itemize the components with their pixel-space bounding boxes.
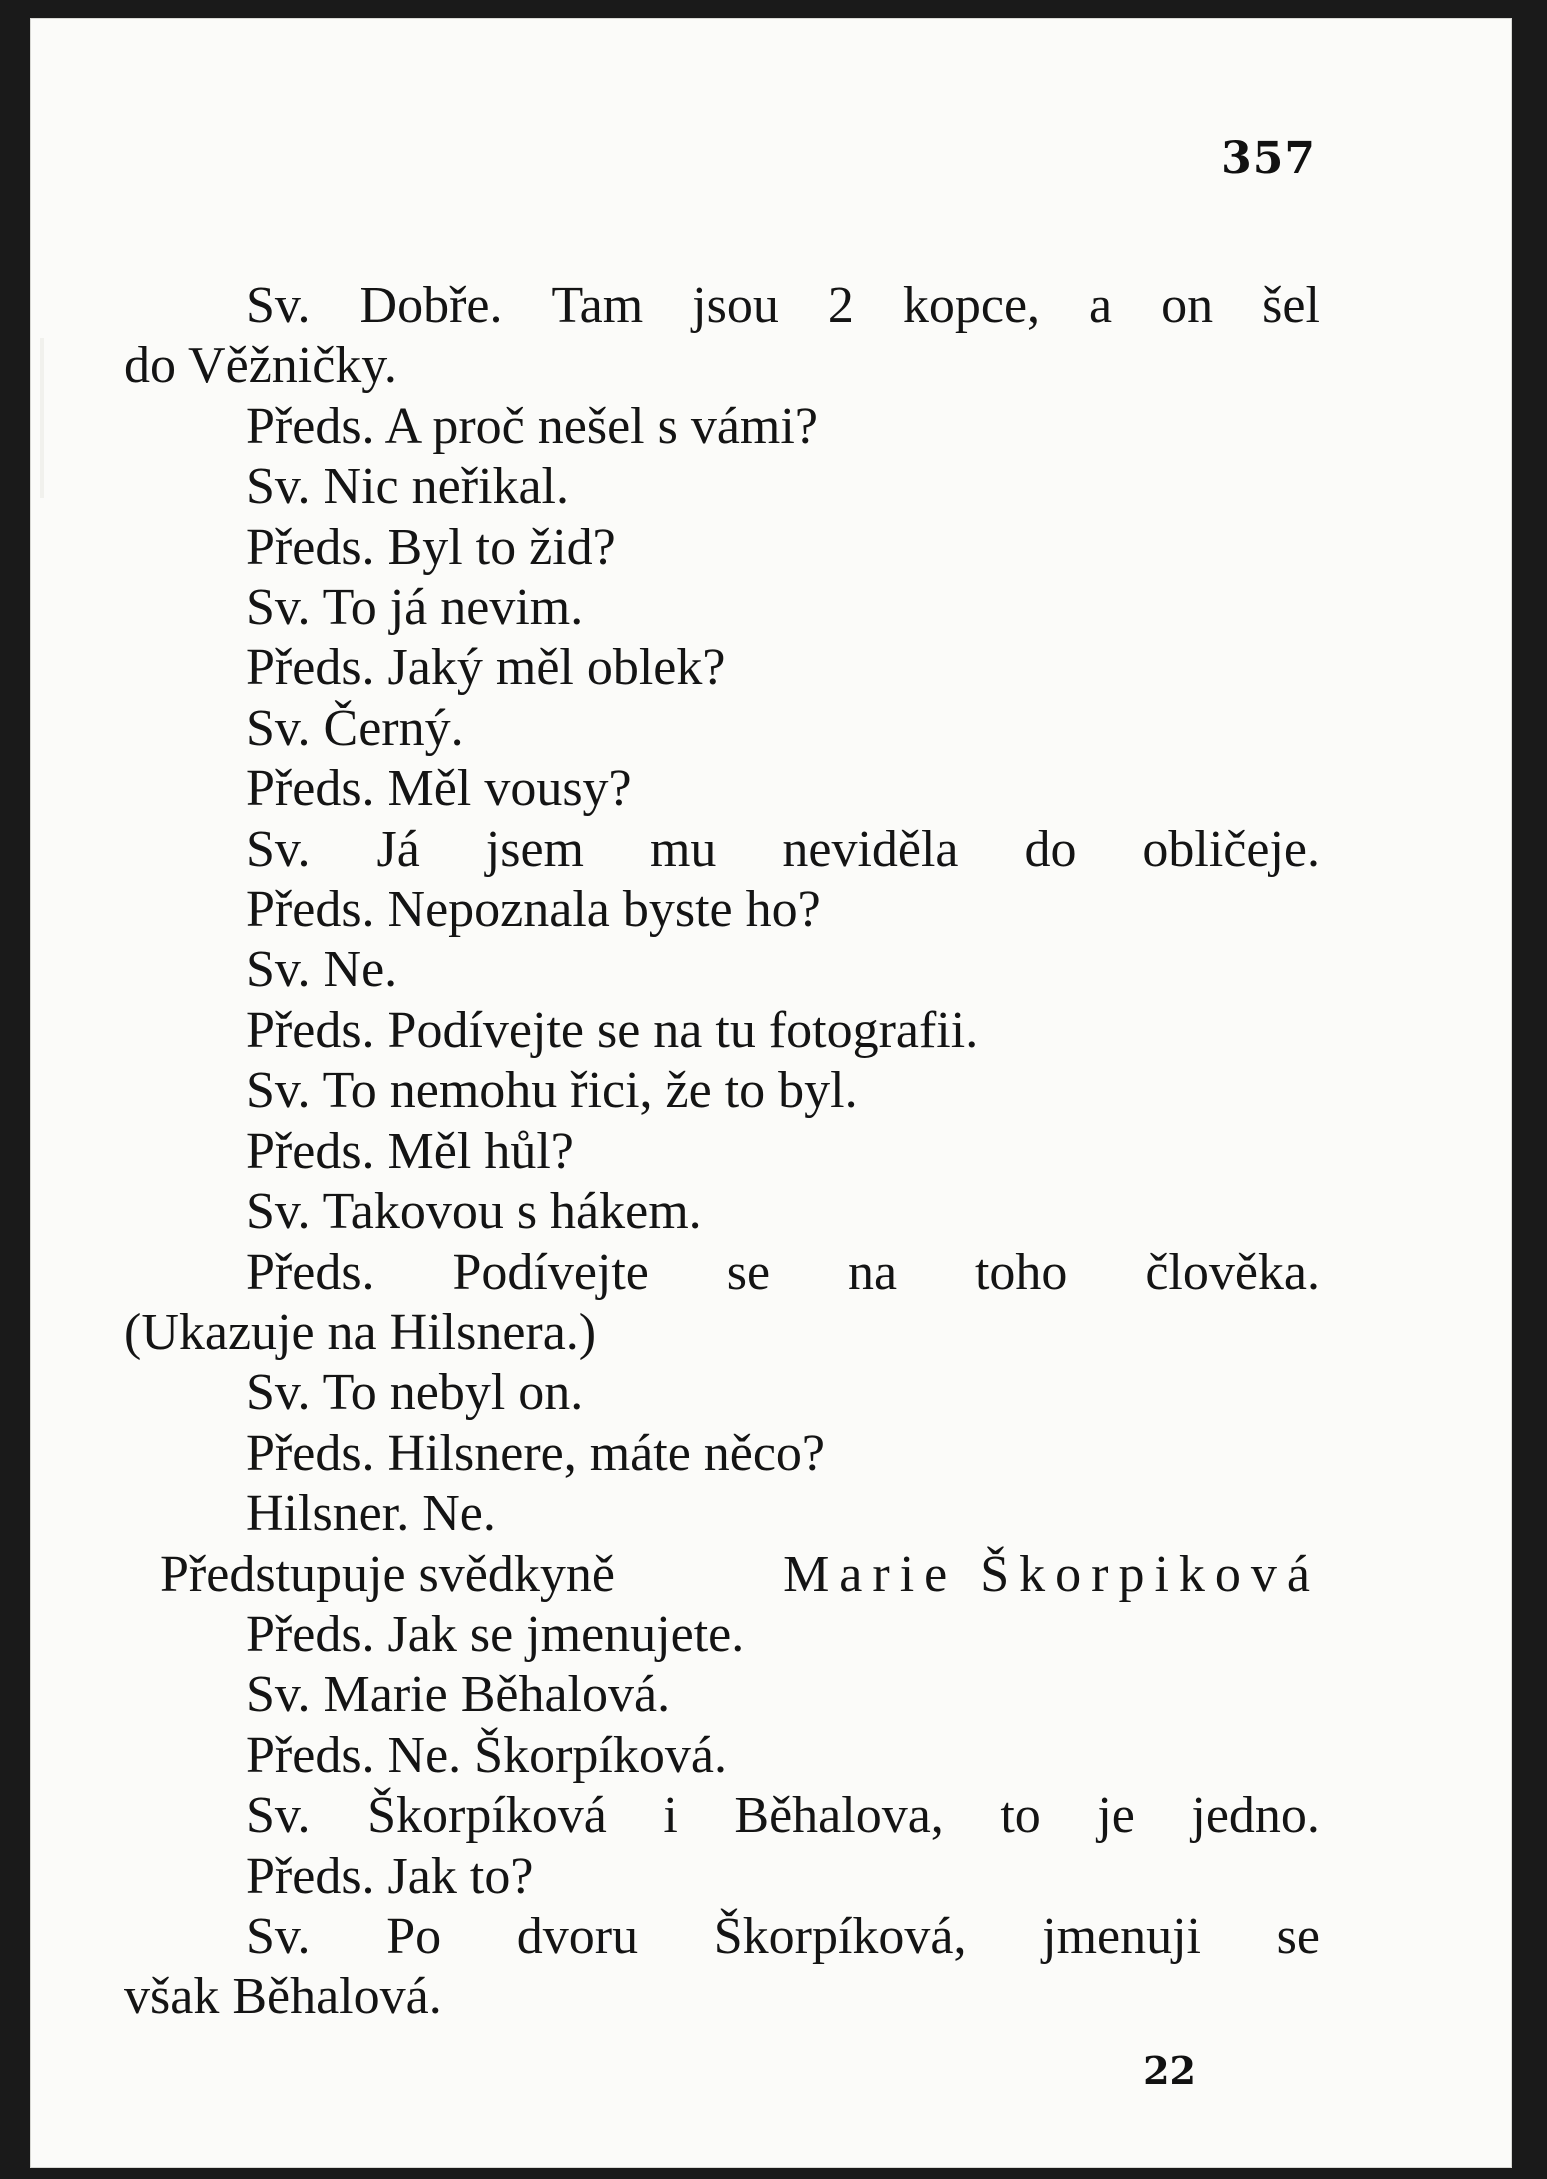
word: Předs. (246, 1243, 375, 1301)
text-line: Předs. Byl to žid? (246, 518, 616, 576)
text-line: Sv. To já nevim. (246, 579, 584, 637)
word: Po (386, 1907, 442, 1965)
word: Sv. (246, 1907, 311, 1965)
word: Sv. (246, 1787, 311, 1845)
word: obličeje. (1142, 820, 1320, 878)
word: šel (1262, 277, 1320, 334)
word: Podívejte (452, 1243, 649, 1301)
text-line: Předs. A proč nešel s vámi? (246, 397, 818, 455)
text-line: Sv. To nebyl on. (246, 1364, 584, 1422)
text-line: Předs. Měl hůl? (246, 1122, 574, 1180)
word: Sv. (246, 820, 311, 878)
word: jsem (485, 820, 584, 878)
text-line: Sv. Takovou s hákem. (246, 1183, 702, 1241)
word: Sv. (246, 277, 311, 334)
witness-name: Marie Škorpiková (783, 1545, 1320, 1603)
text-line (124, 276, 1320, 336)
page-number: 357 (1221, 133, 1316, 184)
text-line: však Běhalová. (124, 1968, 442, 2026)
binding-mark (40, 338, 44, 498)
word: člověka. (1145, 1243, 1320, 1301)
text-line: Předs. Nepoznala byste ho? (246, 881, 821, 939)
text-line: Sv. Černý. (246, 699, 464, 757)
word: se (1276, 1907, 1320, 1965)
word: Škorpíková, (713, 1907, 967, 1965)
word: to (1000, 1787, 1041, 1845)
word: jsou (692, 277, 779, 334)
text-line: Sv. Marie Běhalová. (246, 1666, 671, 1724)
word: jedno. (1191, 1787, 1320, 1845)
word: Škorpíková (367, 1787, 607, 1845)
word: on (1161, 277, 1214, 334)
text-line: Předs. Jak to? (246, 1847, 534, 1905)
word: Tam (551, 277, 644, 334)
text-line (124, 820, 1320, 880)
text-line: do Věžničky. (124, 337, 397, 395)
text-line (124, 1786, 1320, 1846)
text-line: Předs. Jak se jmenujete. (246, 1605, 745, 1663)
word: se (726, 1243, 771, 1301)
word: je (1097, 1787, 1135, 1845)
word: jmenuji (1042, 1907, 1201, 1965)
text-line: Sv. Ne. (246, 941, 398, 999)
word: Běhalova, (734, 1787, 944, 1845)
book-page (30, 18, 1512, 2168)
word: 2 (827, 277, 854, 334)
word: kopce, (902, 277, 1041, 334)
text-line: Sv. To nemohu řici, že to byl. (246, 1062, 858, 1120)
word: mu (649, 820, 717, 878)
word: Dobře. (359, 277, 503, 334)
word: toho (974, 1243, 1068, 1301)
signature-mark: 22 (1143, 2048, 1196, 2093)
text-line: Předs. Měl vousy? (246, 760, 632, 818)
word: neviděla (782, 820, 959, 878)
word: i (663, 1787, 678, 1845)
text-line: Předs. Hilsnere, máte něco? (246, 1424, 826, 1482)
text-line (124, 1243, 1320, 1303)
text-line: (Ukazuje na Hilsnera.) (124, 1303, 597, 1361)
word: Já (376, 820, 420, 878)
text-line: Hilsner. Ne. (246, 1485, 496, 1543)
text-line (124, 1907, 1320, 1967)
word: a (1089, 277, 1113, 334)
text-line: Předs. Jaký měl oblek? (246, 639, 726, 697)
word: na (847, 1243, 898, 1301)
text-line: Předs. Podívejte se na tu fotografii. (246, 1001, 979, 1059)
word: dvoru (516, 1907, 639, 1965)
page-text (124, 276, 1320, 2028)
heading-text: Předstupuje svědkyně (160, 1545, 615, 1603)
word: do (1024, 820, 1077, 878)
text-line: Sv. Nic neřikal. (246, 458, 569, 516)
text-line (124, 1545, 1320, 1605)
text-line: Předs. Ne. Škorpíková. (246, 1726, 727, 1784)
